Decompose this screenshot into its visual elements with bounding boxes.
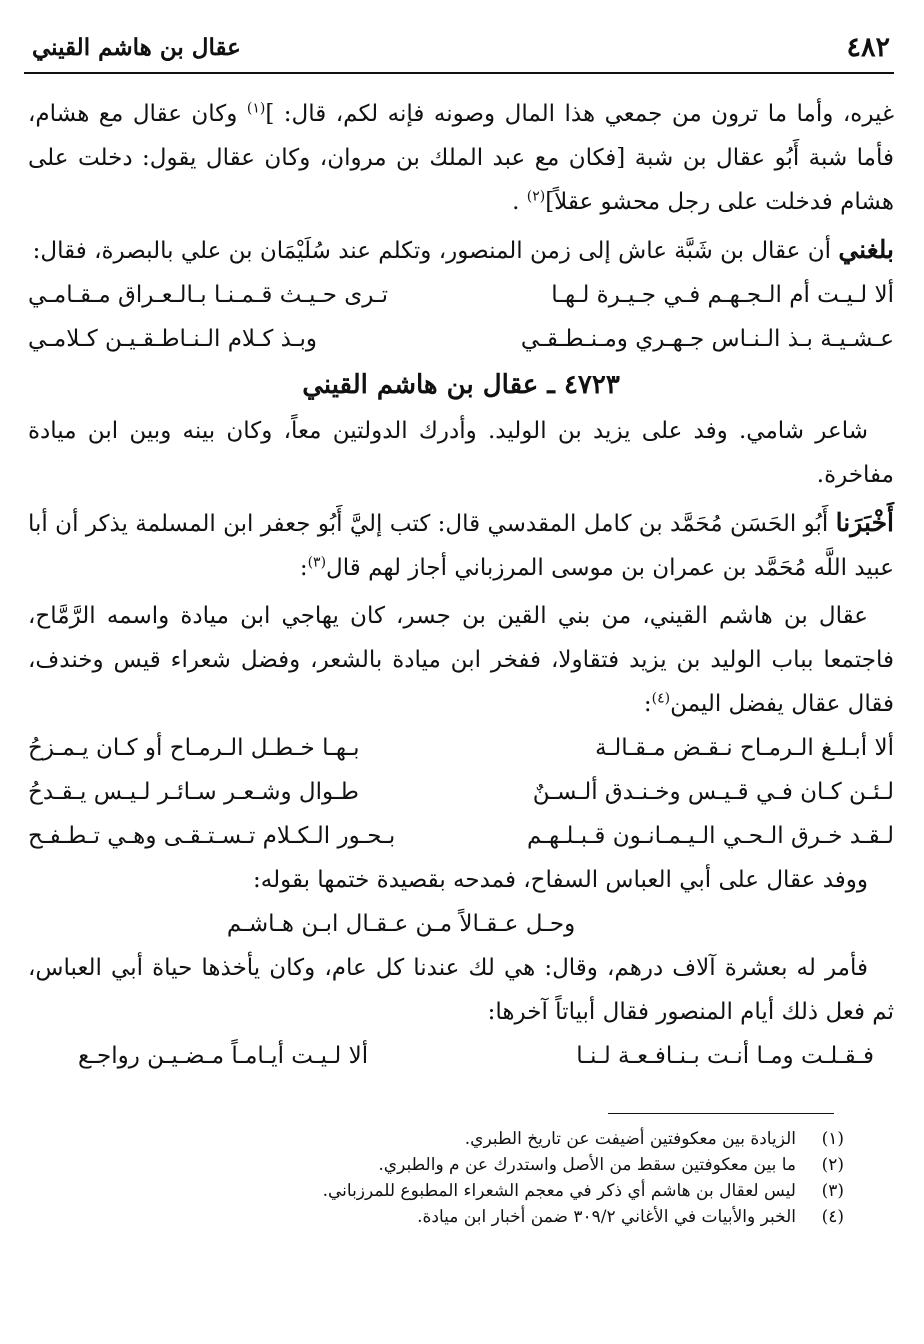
verse-line: [28, 726, 894, 770]
paragraph-text: وكان عقال مع هشام، فأما شبة أَبُو عقال بن شبة [فكان مع عبد الملك بن مروان، وكان عقال يقول: دخلت على هشام فدخلت على رجل محشو عقلاً]: [28, 101, 894, 215]
paragraph-text: :: [643, 691, 652, 717]
verse-first-hemistich: لـئـن كـان فـي قـيـس وخـنـدق ألـسـنٌ: [532, 779, 894, 805]
paragraph-5: [28, 594, 894, 726]
verse-block-2: [28, 726, 894, 858]
verse-line: [28, 273, 894, 317]
verse-first-hemistich: ألا أبـلـغ الـرمـاح نـقـض مـقـالـة: [595, 735, 894, 761]
paragraph-2: [28, 228, 894, 273]
paragraph-lead-word: أَخْبَرَنا: [835, 508, 894, 537]
verse-second-hemistich: وبـذ كـلام الـنـاطـقـيـن كـلامـي: [28, 326, 317, 352]
paragraph-text: غيره، وأما ما ترون من جمعي هذا المال وصونه فإنه لكم، قال: ]: [265, 101, 894, 127]
entry-heading: ٤٧٢٣ ـ عقال بن هاشم القيني: [302, 370, 620, 400]
footnote-text: الزيادة بين معكوفتين أضيفت عن تاريخ الطبري.: [464, 1129, 796, 1149]
paragraph-1: [28, 92, 894, 224]
footnote-ref: (١): [246, 100, 266, 117]
verse-second-hemistich: بـهـا خـطـل الـرمـاح أو كـان يـمـزحُ: [28, 735, 360, 761]
verse-second-hemistich: بـحـور الـكـلام تـسـتـقـى وهـي تـطـفـح: [28, 823, 396, 849]
verse-line: [28, 317, 894, 361]
paragraph-text: .: [512, 189, 527, 215]
paragraph-text: عقال بن هاشم القيني، من بني القين بن جسر، كان يهاجي ابن ميادة واسمه الرَّمَّاح، فاجتمعا بباب الوليد بن يزيد فتقاولا، ففخر ابن ميادة بالشعر، وفضل شعراء قيس وخندف، فقال عقال يفضل اليمن: [28, 603, 894, 717]
page-number: ٤٨٢: [846, 32, 890, 63]
page-header: [24, 30, 894, 74]
footnote-ref: (٣): [307, 554, 327, 571]
paragraph-4: [28, 501, 894, 590]
footnote-ref: (٤): [651, 690, 671, 707]
verse-first-hemistich: فـقـلـت ومـا أنـت بـنـافـعـة لـنـا: [576, 1043, 874, 1069]
footnote-mark: (١): [821, 1129, 844, 1149]
verse-second-hemistich: ألا لـيـت أيـامـاً مـضـيـن رواجـع: [78, 1043, 369, 1069]
footnote: [60, 1178, 844, 1204]
footnote-ref: (٢): [526, 188, 546, 205]
paragraph-text: أَبُو الحَسَن مُحَمَّد بن كامل المقدسي قال: كتب إليَّ أَبُو جعفر ابن المسلمة يذكر أن أبا عبيد اللَّه مُحَمَّد بن عمران بن موسى المرزباني أجاز لهم قال: [28, 511, 894, 581]
footnote-text: ما بين معكوفتين سقط من الأصل واستدرك عن م والطبري.: [378, 1155, 796, 1175]
verse-line: [28, 814, 894, 858]
paragraph-lead-word: بلغني: [838, 235, 894, 264]
paragraph-text: :: [299, 555, 308, 581]
footnote-mark: (٤): [821, 1207, 844, 1227]
paragraph-7: فأمر له بعشرة آلاف درهم، وقال: هي لك عندنا كل عام، وكان يأخذها حياة أبي العباس، ثم فعل ذلك أيام المنصور فقال أبياتاً آخرها:: [28, 955, 894, 1025]
paragraph-3: شاعر شامي. وفد على يزيد بن الوليد. وأدرك الدولتين معاً، وكان بينه وبين ابن ميادة مفاخرة.: [28, 418, 894, 488]
footnote: [60, 1204, 844, 1230]
footnote-mark: (٢): [821, 1155, 844, 1175]
verse-hemistich: وحـل عـقـالاً مـن عـقـال ابـن هـاشـم: [226, 911, 576, 937]
verse-line-single: [28, 902, 894, 946]
verse-second-hemistich: تـرى حـيـث قـمـنـا بـالـعـراق مـقـامـي: [28, 282, 389, 308]
paragraph-text: أن عقال بن شَبَّة عاش إلى زمن المنصور، وتكلم عند سُلَيْمَان بن علي بالبصرة، فقال:: [32, 238, 839, 264]
footnote: [60, 1152, 844, 1178]
footnote-text: ليس لعقال بن هاشم أي ذكر في معجم الشعراء المطبوع للمرزباني.: [322, 1181, 796, 1201]
footnote-text: الخبر والأبيات في الأغاني ٣٠٩/٢ ضمن أخبار ابن ميادة.: [417, 1207, 796, 1227]
verse-first-hemistich: ألا لـيـت أم الـجـهـم فـي جـيـرة لـهـا: [551, 282, 894, 308]
verse-line: [28, 1034, 894, 1078]
footnote-separator: [608, 1113, 834, 1114]
verse-second-hemistich: طـوال وشـعـر سـائـر لـيـس يـقـدحُ: [28, 779, 359, 805]
footnote: [60, 1126, 844, 1152]
verse-line: [28, 770, 894, 814]
verse-block-1: [28, 273, 894, 361]
verse-first-hemistich: عـشـيـة بـذ الـنـاس جـهـري ومـنـطـقـي: [520, 326, 894, 352]
verse-first-hemistich: لـقـد خـرق الـحـي الـيـمـانـون قـبـلـهـم: [526, 823, 894, 849]
paragraph-6: ووفد عقال على أبي العباس السفاح، فمدحه بقصيدة ختمها بقوله:: [252, 867, 868, 893]
running-title: عقال بن هاشم القيني: [32, 34, 241, 61]
footnotes: [60, 1126, 844, 1230]
page-body: [28, 92, 894, 1078]
footnote-mark: (٣): [821, 1181, 844, 1201]
